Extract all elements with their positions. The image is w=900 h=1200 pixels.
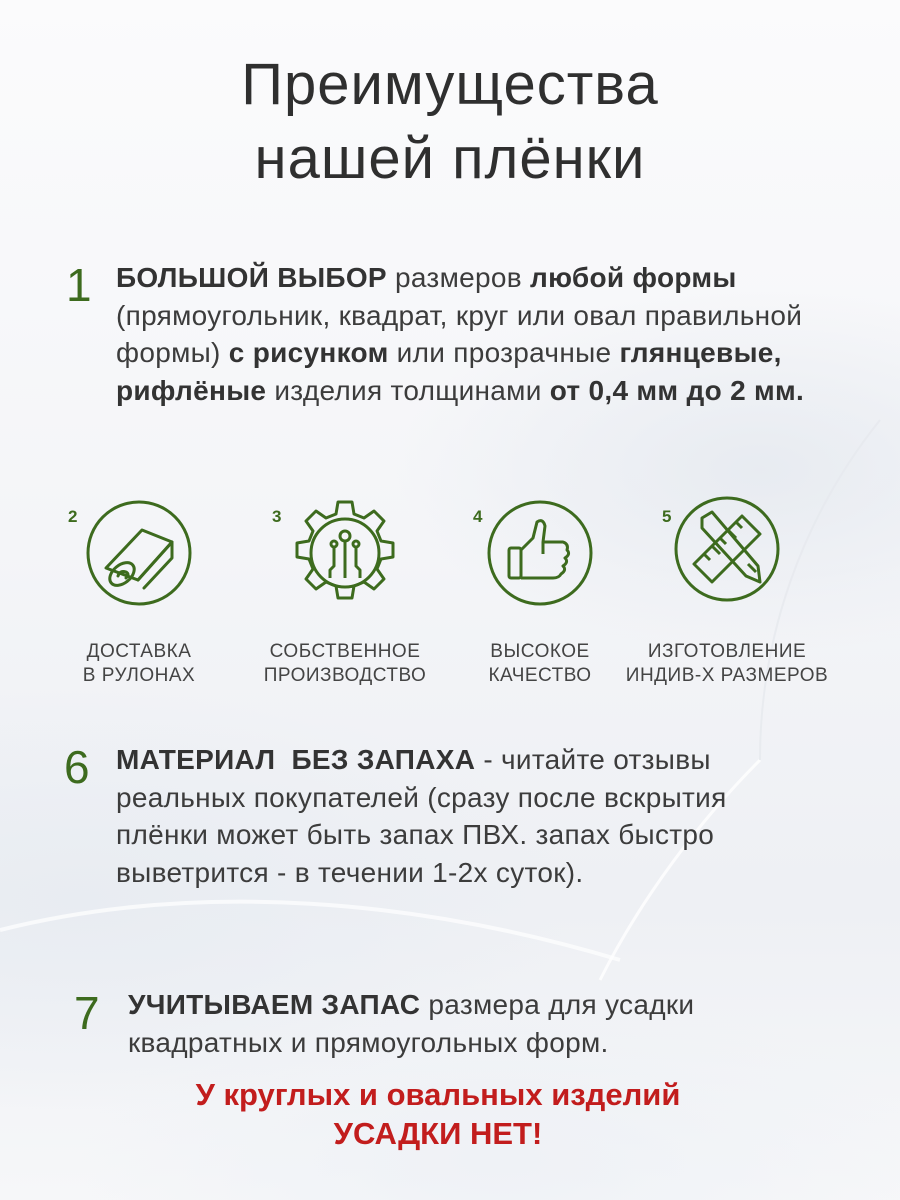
icon-3-caption-line-2: ПРОИЗВОДСТВО — [263, 665, 427, 686]
icon-3-caption-line-1: СОБСТВЕННОЕ — [269, 641, 421, 662]
item-1-bold-5: от 0,4 мм до 2 мм. — [549, 374, 805, 406]
item-1-text — [116, 259, 816, 409]
item-1-text-4: изделия толщинами — [266, 374, 550, 406]
item-7-number: 7 — [74, 987, 100, 1039]
icon-4-caption-line-2: КАЧЕСТВО — [488, 665, 592, 686]
item-1-text-3: или прозрачные — [388, 337, 620, 368]
item-1-bold-1: БОЛЬШОЙ ВЫБОР — [116, 262, 387, 293]
item-6-text — [116, 741, 806, 891]
item-6-bold: МАТЕРИАЛ БЕЗ ЗАПАХА — [116, 744, 476, 775]
item-1-number: 1 — [66, 259, 92, 311]
item-6-number: 6 — [64, 741, 90, 793]
icon-3-number: 3 — [272, 507, 282, 526]
item-7-body: размера для усадки квадратных и прямоугольных форм. — [128, 989, 695, 1058]
icon-3-caption — [235, 640, 455, 688]
title-line-1: Преимущества — [241, 52, 659, 117]
item-1-bold-3: с рисунком — [228, 337, 389, 368]
icon-5-caption — [617, 640, 837, 688]
warning-line-2: УСАДКИ НЕТ! — [333, 1116, 543, 1151]
roll-icon — [84, 498, 194, 608]
item-7-text — [128, 986, 798, 1061]
icon-2-number: 2 — [68, 507, 78, 526]
item-1-bold-2: любой формы — [530, 262, 737, 293]
warning-line-1: У круглых и овальных изделий — [195, 1077, 681, 1112]
item-1-bold-4: глянцевые, рифлёные — [116, 337, 782, 406]
thumbs-up-icon — [485, 498, 595, 608]
icon-4-caption-line-1: ВЫСОКОЕ — [490, 641, 590, 662]
icon-4-number: 4 — [473, 507, 483, 526]
item-1-text-2: (прямоугольник, квадрат, круг или овал правильной формы) — [116, 299, 803, 368]
item-7-bold: УЧИТЫВАЕМ ЗАПАС — [128, 989, 421, 1020]
gear-circuit-icon — [290, 498, 400, 608]
item-6-body: - читайте отзывы реальных покупателей (сразу после вскрытия плёнки может быть запах ПВХ. запах быстро выветрится - в течении 1-2х суток). — [116, 744, 727, 888]
page-title — [0, 48, 900, 196]
icon-2-caption-line-1: ДОСТАВКА — [86, 641, 192, 662]
title-line-2: нашей плёнки — [254, 126, 646, 191]
icon-2-caption — [29, 640, 249, 688]
ruler-pencil-icon — [672, 494, 782, 604]
icon-5-caption-line-2: ИНДИВ-Х РАЗМЕРОВ — [625, 665, 829, 686]
icon-5-number: 5 — [662, 507, 672, 526]
no-shrink-warning — [0, 1075, 876, 1153]
item-1-text-1: размеров — [386, 262, 530, 293]
icon-2-caption-line-2: В РУЛОНАХ — [82, 665, 196, 686]
icon-5-caption-line-1: ИЗГОТОВЛЕНИЕ — [647, 641, 807, 662]
